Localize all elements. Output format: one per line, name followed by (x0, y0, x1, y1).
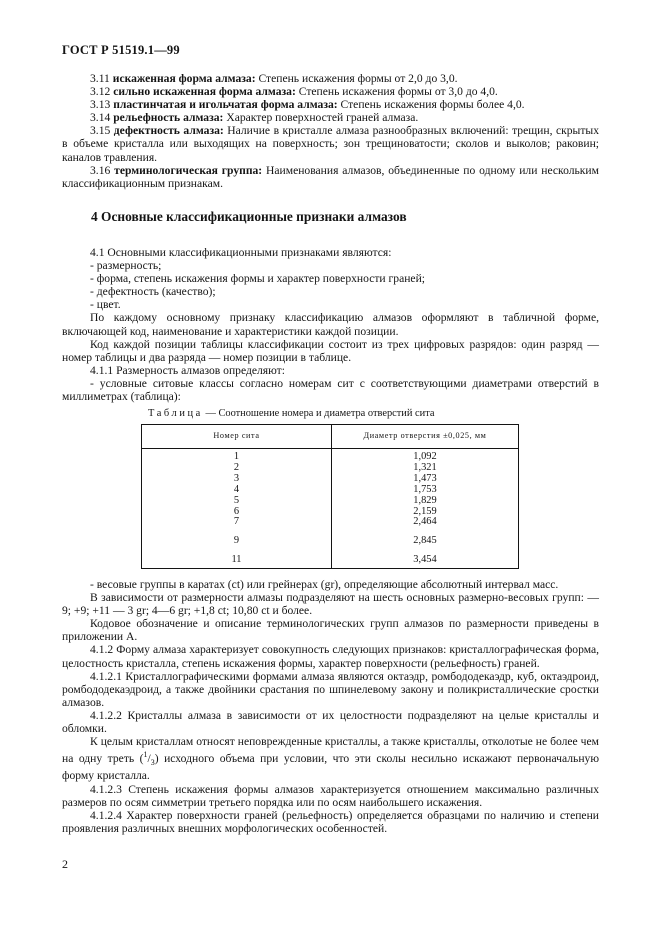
section-4-body (62, 246, 599, 403)
list-item: - цвет. (90, 298, 121, 312)
term-3-11: 3.11 искаженная форма алмаза: Степень искажения формы от 2,0 до 3,0. (90, 72, 458, 85)
term-3-16: 3.16 терминологическая группа: Наименования алмазов, объединенные по одному или нескольким классификационным признакам. (62, 163, 599, 190)
list-item: - дефектность (качество); (90, 285, 216, 299)
term-3-13: 3.13 пластинчатая и игольчатая форма алмаза: Степень искажения формы более 4,0. (90, 98, 525, 112)
paragraph: Код каждой позиции таблицы классификации состоит из трех цифровых разрядов: один разряд — номер таблицы и два разряда — номер позиции в таблице. (62, 337, 599, 364)
paragraph-4-1-2-2: 4.1.2.2 Кристаллы алмаза в зависимости от их целостности подразделяют на целые кристаллы и обломки. (62, 708, 599, 736)
sieve-table (141, 424, 519, 569)
table-row: 11 3,454 (142, 547, 519, 569)
term-3-14: 3.14 рельефность алмаза: Характер поверхностей граней алмаза. (90, 111, 419, 125)
table-row: 4 1,753 (142, 485, 519, 496)
paragraph: В зависимости от размерности алмазы подразделяют на шесть основных размерно-весовых групп: —9; +9; +11 — 3 gr; 4—6 gr; +1,8 ct; 10,80 ct и более. (62, 591, 599, 618)
term-3-12: 3.12 сильно искаженная форма алмаза: Степень искажения формы от 3,0 до 4,0. (90, 85, 498, 99)
list-item: - форма, степень искажения формы и характер поверхности граней; (90, 272, 425, 286)
page-number: 2 (62, 857, 68, 871)
table-row: 7 2,464 (142, 517, 519, 528)
table-row: 2 1,321 (142, 463, 519, 474)
terms-block (62, 72, 599, 190)
table-row: 5 1,829 (142, 496, 519, 507)
document-header: ГОСТ Р 51519.1—99 (62, 43, 180, 57)
paragraph: К целым кристаллам относят неповрежденные кристаллы, а также кристаллы, отколотые не более чем на одну треть $(^1/_3)$ исходного объема при условии, что эти сколы несильно искажают первоначальную форму кристалла. (62, 735, 599, 783)
list-item: - размерность; (90, 259, 162, 273)
table-caption: Таблица — Соотношение номера и диаметра отверстий сита (148, 408, 435, 419)
term-3-15: 3.15 дефектность алмаза: Наличие в кристалле алмаза разнообразных включений: трещин, скрытых в объеме кристалла или выходящих на поверхность; зон трещиноватости; сколов и выколов; раковин; каналов травления. (62, 124, 599, 164)
table-row: 6 2,159 (142, 507, 519, 518)
column-header-sieve-number: Номер сита (142, 425, 332, 449)
table-row: 3 1,473 (142, 474, 519, 485)
section-4-continued (62, 578, 599, 835)
column-header-diameter: Диаметр отверстия ±0,025, мм (332, 425, 519, 449)
paragraph-4-1-2-1: 4.1.2.1 Кристаллографическими формами алмаза являются октаэдр, ромбододекаэдр, куб, октаэдроид, ромбододекаэдроид, а также двойники срастания по шпинелевому закону и поликристаллические сростки алмазов. (62, 669, 599, 709)
section-4-title: 4 Основные классификационные признаки алмазов (91, 209, 407, 224)
table-row: 1 1,092 (142, 449, 519, 463)
paragraph: - весовые группы в каратах (ct) или грейнерах (gr), определяющие абсолютный интервал масс. (90, 578, 559, 591)
paragraph: По каждому основному признаку классификацию алмазов оформляют в табличной форме, включающей код, наименование и характеристики каждой позиции. (62, 311, 599, 338)
paragraph-4-1-2: 4.1.2 Форму алмаза характеризует совокупность следующих признаков: кристаллографическая форма, целостность кристалла, степень искажения формы, характер поверхности (рельефность) граней. (62, 643, 599, 670)
paragraph-4-1: 4.1 Основными классификационными признаками являются: (90, 246, 392, 259)
paragraph-4-1-1: 4.1.1 Размерность алмазов определяют: (90, 363, 285, 377)
paragraph-4-1-2-4: 4.1.2.4 Характер поверхности граней (рельефность) определяется образцами по наличию и степени проявления различных внешних морфологических особенностей. (62, 808, 599, 835)
table-row: 9 2,845 (142, 528, 519, 547)
paragraph: Кодовое обозначение и описание терминологических групп алмазов по размерности приведены в приложении А. (62, 617, 599, 644)
paragraph-4-1-2-3: 4.1.2.3 Степень искажения формы алмазов характеризуется отношением максимально различных размеров по осям симметрии третьего порядка или по осям наибольшего искажения. (62, 782, 599, 809)
paragraph: - условные ситовые классы согласно номерам сит с соответствующими диаметрами отверстий в миллиметрах (таблица): (62, 376, 599, 404)
